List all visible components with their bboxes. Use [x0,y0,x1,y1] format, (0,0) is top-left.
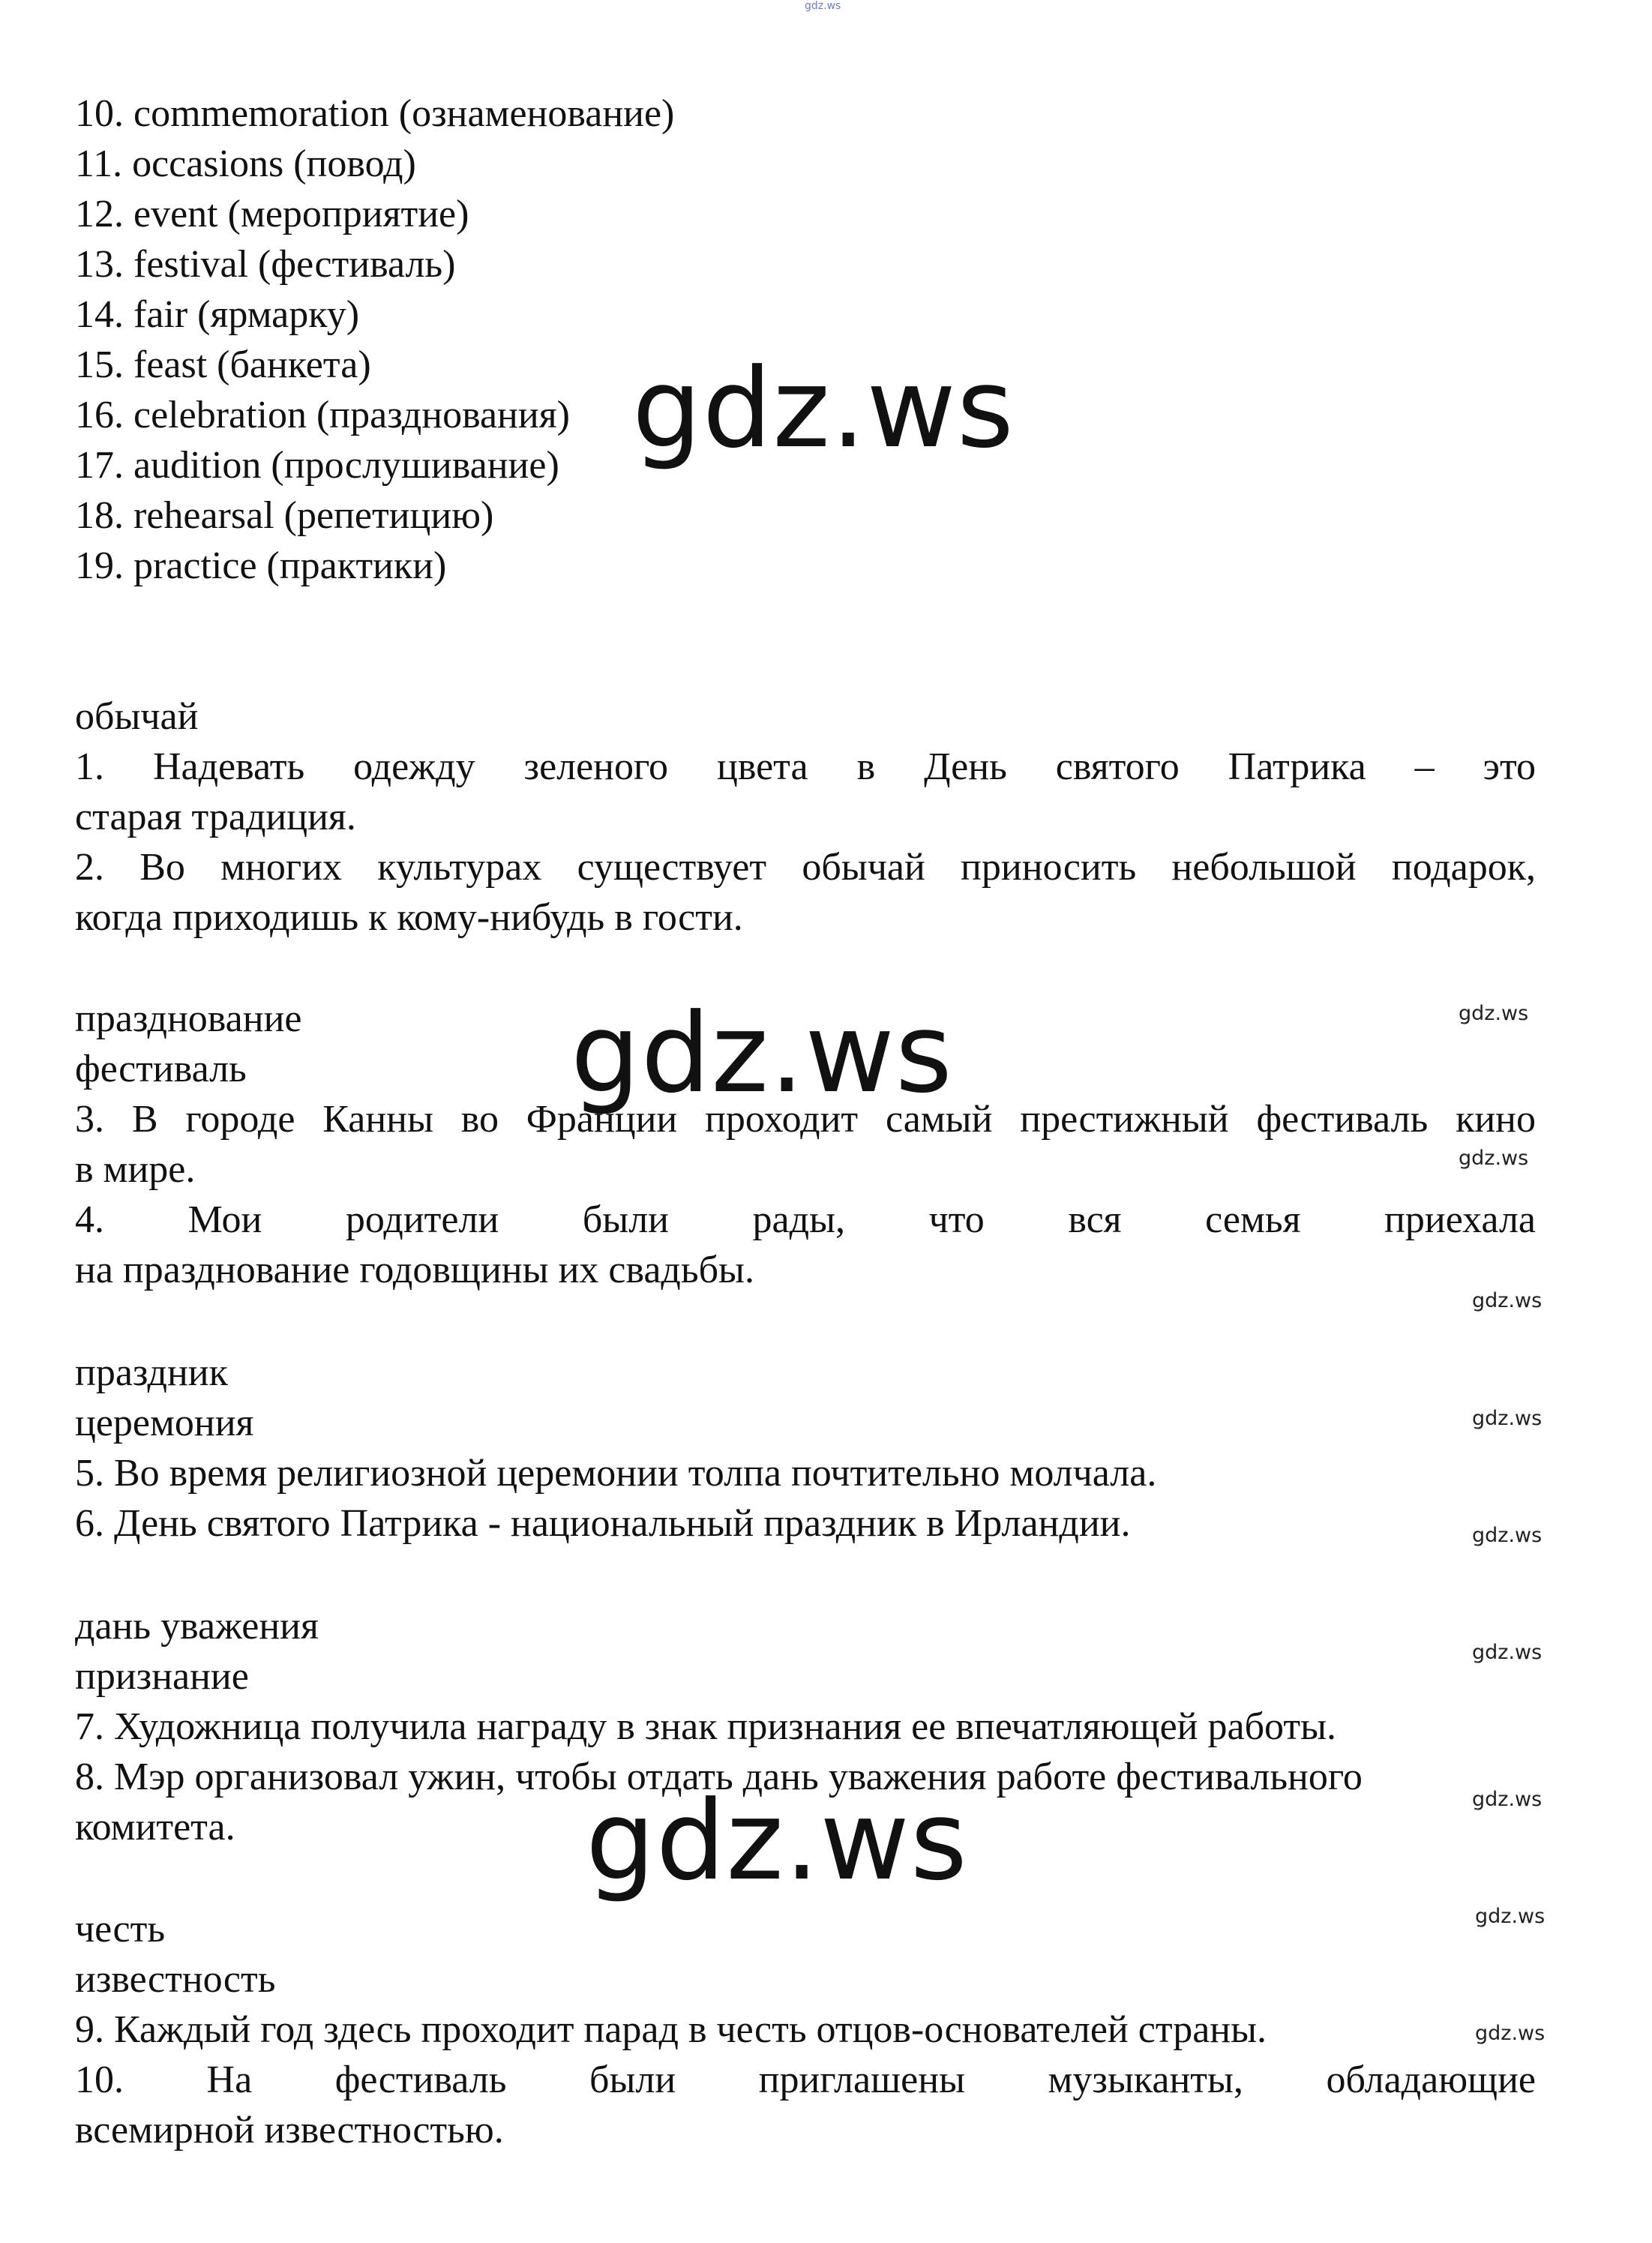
watermark-large: gdz.ws [632,345,1015,472]
sentence-line: на празднование годовщины их свадьбы. [75,1249,754,1291]
watermark-small: gdz.ws [1475,1905,1546,1928]
sentence-line: 7. Художница получила награду в знак признания ее впечатляющей работы. [75,1705,1337,1748]
sentence-line: 9. Каждый год здесь проходит парад в честь отцов-основателей страны. [75,2008,1267,2051]
watermark-small: gdz.ws [1472,1641,1543,1664]
watermark-small: gdz.ws [1472,1407,1543,1430]
sentence-line: 3. В городе Канны во Франции проходит самый престижный фестиваль кино [75,1098,1536,1141]
watermark-small: gdz.ws [1459,1147,1529,1170]
word-list-item: 18. rehearsal (репетицию) [75,494,494,537]
section-heading: дань уважения [75,1605,319,1648]
section-heading: известность [75,1958,276,2001]
word-list-item: 17. audition (прослушивание) [75,444,559,487]
top-watermark: gdz.ws [805,0,841,12]
word-list-item: 11. occasions (повод) [75,142,416,185]
sentence-line: 5. Во время религиозной церемонии толпа почтительно молчала. [75,1452,1157,1495]
watermark-small: gdz.ws [1459,1002,1529,1025]
sentence-line: когда приходишь к кому-нибудь в гости. [75,896,743,939]
watermark-large: gdz.ws [571,990,953,1117]
word-list-item: 14. fair (ярмарку) [75,293,360,336]
word-list-item: 10. commemoration (ознаменование) [75,92,675,135]
word-list-item: 16. celebration (празднования) [75,394,570,436]
section-heading: празднование [75,997,302,1040]
word-list-item: 12. event (мероприятие) [75,193,469,235]
word-list-item: 15. feast (банкета) [75,343,371,386]
section-heading: церемония [75,1402,254,1444]
sentence-line: всемирной известностью. [75,2109,504,2152]
watermark-large: gdz.ws [586,1777,968,1905]
sentence-line: комитета. [75,1806,235,1849]
sentence-line: 6. День святого Патрика - национальный праздник в Ирландии. [75,1502,1131,1545]
watermark-small: gdz.ws [1475,2022,1546,2045]
watermark-small: gdz.ws [1472,1788,1543,1811]
sentence-line: 8. Мэр организовал ужин, чтобы отдать дань уважения работе фестивального [75,1756,1363,1798]
sentence-line: 2. Во многих культурах существует обычай приносить небольшой подарок, [75,846,1536,889]
watermark-small: gdz.ws [1472,1289,1543,1312]
section-heading: фестиваль [75,1048,247,1090]
word-list-item: 19. practice (практики) [75,544,447,587]
sentence-line: старая традиция. [75,796,356,838]
section-heading: честь [75,1908,166,1951]
sentence-line: 1. Надевать одежду зеленого цвета в День святого Патрика – это [75,745,1536,788]
section-heading: обычай [75,695,199,738]
section-heading: признание [75,1655,249,1698]
word-list-item: 13. festival (фестиваль) [75,243,456,286]
watermark-small: gdz.ws [1472,1524,1543,1547]
sentence-line: в мире. [75,1148,196,1191]
sentence-line: 10. На фестиваль были приглашены музыканты, обладающие [75,2059,1536,2101]
section-heading: праздник [75,1351,228,1394]
sentence-line: 4. Мои родители были рады, что вся семья приехала [75,1198,1536,1241]
